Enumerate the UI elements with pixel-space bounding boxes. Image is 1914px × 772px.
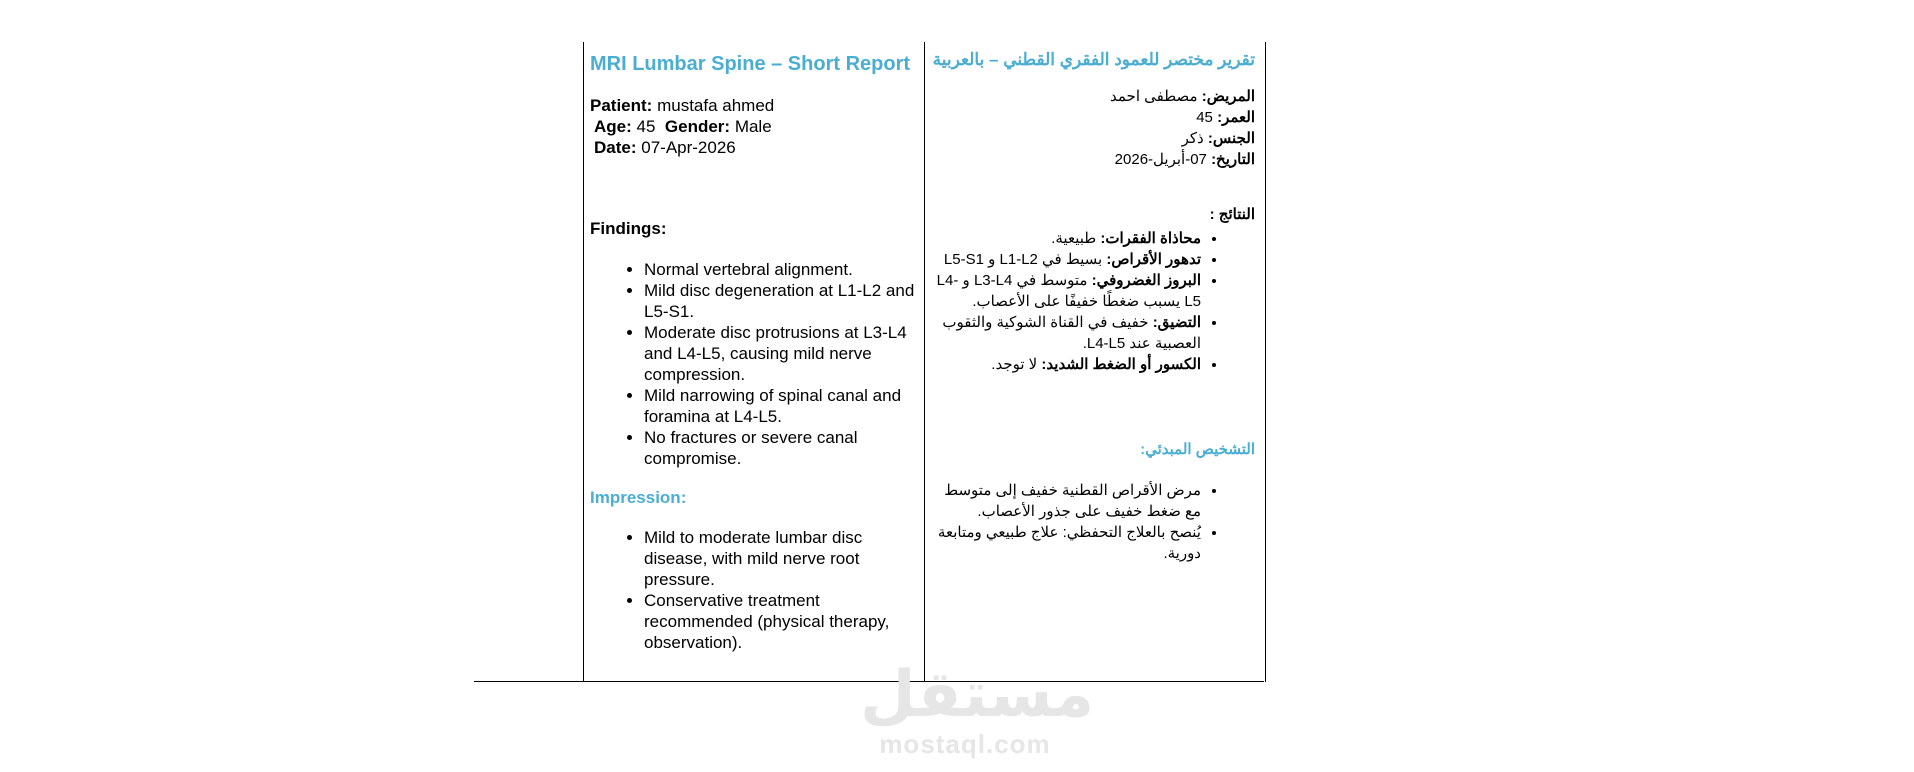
ar-patient-value: مصطفى احمد	[1110, 88, 1198, 105]
patient-line	[590, 95, 920, 116]
findings-heading: Findings:	[590, 219, 667, 238]
ar-findings-heading: النتائج :	[1209, 206, 1255, 223]
date-line	[590, 137, 920, 158]
ar-age-line	[930, 107, 1255, 128]
english-report-title: MRI Lumbar Spine – Short Report	[590, 53, 911, 75]
age-label: Age:	[594, 117, 632, 136]
list-item: • مرض الأقراص القطنية خفيف إلى متوسط مع ضغط خفيف على جذور الأعصاب.	[930, 480, 1201, 522]
ar-finding-text: خفيف في القناة الشوكية والثقوب العصبية عند L4-L5.	[942, 314, 1201, 352]
arabic-report-title: تقرير مختصر للعمود الفقري القطني – بالعربية	[932, 50, 1255, 69]
table-right-border	[1265, 42, 1266, 682]
ar-finding-text: متوسط في L3-L4 و L4-L5 يسبب ضغطًا خفيفًا على الأعصاب.	[936, 272, 1201, 310]
ar-gender-value: ذكر	[1181, 130, 1204, 147]
ar-finding-label: التضيق:	[1152, 314, 1201, 331]
list-item: • Mild disc degeneration at L1-L2 and L5-S1.	[644, 280, 920, 322]
ar-age-value: 45	[1196, 109, 1213, 126]
watermark-arabic-logo: مستقل	[860, 658, 1095, 732]
list-item	[930, 249, 1201, 270]
ar-gender-label: الجنس:	[1207, 130, 1255, 147]
date-value: 07-Apr-2026	[641, 138, 736, 157]
table-middle-border	[924, 42, 925, 682]
ar-finding-label: تدهور الأقراص:	[1106, 251, 1201, 268]
ar-date-label: التاريخ:	[1211, 151, 1255, 168]
watermark-domain: mostaql.com	[879, 729, 1051, 759]
date-label: Date:	[594, 138, 637, 157]
list-item	[930, 354, 1201, 375]
ar-finding-label: الكسور أو الضغط الشديد:	[1041, 356, 1201, 373]
patient-label: Patient:	[590, 96, 653, 115]
ar-finding-text: بسيط في L1-L2 و L5-S1	[943, 251, 1103, 268]
ar-patient-line	[930, 86, 1255, 107]
list-item: • يُنصح بالعلاج التحفظي: علاج طبيعي ومتابعة دورية.	[930, 522, 1201, 564]
list-item: • Mild narrowing of spinal canal and foramina at L4-L5.	[644, 385, 920, 427]
ar-finding-label: البروز الغضروفي:	[1091, 272, 1201, 289]
mostaql-watermark	[860, 658, 1095, 759]
ar-date-line	[930, 149, 1255, 170]
list-item: • No fractures or severe canal compromise.	[644, 427, 920, 469]
ar-finding-label: محاذاة الفقرات:	[1100, 230, 1201, 247]
list-item: • Conservative treatment recommended (physical therapy, observation).	[644, 590, 920, 653]
ar-finding-text: لا توجد.	[991, 356, 1038, 373]
ar-date-value: 07-أبريل-2026	[1114, 151, 1207, 168]
impression-heading: Impression:	[590, 488, 687, 507]
list-item: • Mild to moderate lumbar disc disease, with mild nerve root pressure.	[644, 527, 920, 590]
ar-diagnosis-heading: التشخيص المبدئي:	[1140, 441, 1255, 458]
findings-list	[590, 259, 920, 469]
list-item: • Moderate disc protrusions at L3-L4 and L4-L5, causing mild nerve compression.	[644, 322, 920, 385]
arabic-report-column	[930, 48, 1255, 564]
ar-gender-line	[930, 128, 1255, 149]
ar-finding-text: طبيعية.	[1051, 230, 1097, 247]
ar-diagnosis-list	[930, 480, 1255, 564]
list-item	[930, 312, 1201, 354]
table-left-border	[583, 42, 584, 682]
gender-label: Gender:	[664, 117, 731, 136]
list-item	[930, 270, 1201, 312]
list-item	[930, 228, 1201, 249]
impression-list	[590, 527, 920, 653]
english-report-column	[590, 50, 920, 653]
ar-age-label: العمر:	[1217, 109, 1255, 126]
list-item: • Normal vertebral alignment.	[644, 259, 920, 280]
ar-findings-list	[930, 228, 1255, 375]
age-gender-line	[590, 116, 920, 137]
patient-value: mustafa ahmed	[657, 96, 775, 115]
ar-patient-label: المريض:	[1201, 88, 1255, 105]
age-value: 45	[636, 117, 656, 136]
gender-value: Male	[734, 117, 772, 136]
